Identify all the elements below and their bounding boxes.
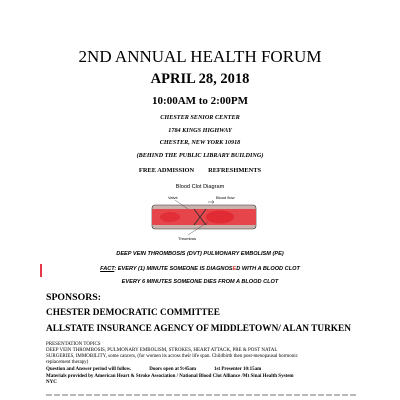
fact-text-1: : EVERY (1) MINUTE SOMEONE IS DIAGNOS (114, 266, 233, 272)
topics-heading: PRESENTATION TOPICS (46, 342, 101, 347)
topics-text: DEEP VEIN THROMBOSIS, PULMONARY EMBOLISM, STROKES, HEART ATTACK, PRE & POST NATAL (46, 348, 278, 353)
blood-clot-diagram (148, 192, 260, 242)
venue-note: (BEHIND THE PUBLIC LIBRARY BUILDING) (136, 152, 264, 159)
materials-credit: NYC (46, 380, 57, 385)
label-thrombus: Thrombus (178, 236, 197, 241)
sponsor-item: CHESTER DEMOCRATIC COMMITTEE (46, 308, 220, 318)
doors-open: Doors open at 9:45am (149, 367, 197, 372)
first-presenter: 1st Presenter 10:15am (214, 367, 262, 372)
thrombus-clot (206, 211, 234, 224)
materials-credit: Materials provided by American Heart & Stroke Association / National Blood Clot Alliance /Mt Sinai Health System (46, 374, 294, 379)
every-six-minutes: EVERY 6 MINUTES SOMEONE DIES FROM A BLOOD CLOT (121, 279, 279, 285)
venue-name: CHESTER SENIOR CENTER (160, 114, 240, 121)
fact-label: FACT (100, 266, 115, 272)
schedule-line (46, 367, 261, 373)
topics-text: SURGERIES, IMMOBILITY, some cancers, (for women its across their life span. Childbirth then post-menopausal hormonic (46, 354, 298, 359)
dvt-pe-heading: DEEP VEIN THROMBOSIS (DVT) PULMONARY EMBOLISM (PE) (116, 251, 284, 257)
fact-text-2: D WITH A BLOOD CLOT (236, 266, 300, 272)
admission-line (0, 167, 400, 174)
sponsors-heading: SPONSORS: (46, 292, 101, 303)
fact-red-letter: E (232, 266, 237, 272)
event-date: APRIL 28, 2018 (150, 71, 250, 87)
sponsor-item: ALLSTATE INSURANCE AGENCY OF MIDDLETOWN/ ALAN TURKEN (46, 324, 351, 334)
vein-illustration (152, 200, 256, 235)
label-blood-flow: Blood flow (216, 195, 235, 200)
event-time: 10:00AM to 2:00PM (152, 95, 248, 107)
free-admission: FREE ADMISSION (138, 167, 195, 174)
label-valve: Valve (168, 195, 178, 200)
topics-text: replacement therapy) (46, 360, 89, 365)
blood-clot-left (160, 212, 180, 222)
fact-line (0, 266, 400, 272)
venue-city: CHESTER, NEW YORK 10918 (159, 139, 241, 146)
forum-title: 2ND ANNUAL HEALTH FORUM (78, 47, 322, 66)
qa-note: Question and Answer period will follow. (46, 367, 132, 372)
cut-off-text-line (46, 394, 358, 396)
venue-street: 1784 KINGS HIGHWAY (168, 127, 232, 134)
diagram-caption: Blood Clot Diagram (175, 184, 225, 190)
refreshments: REFRESHMENTS (208, 167, 262, 174)
